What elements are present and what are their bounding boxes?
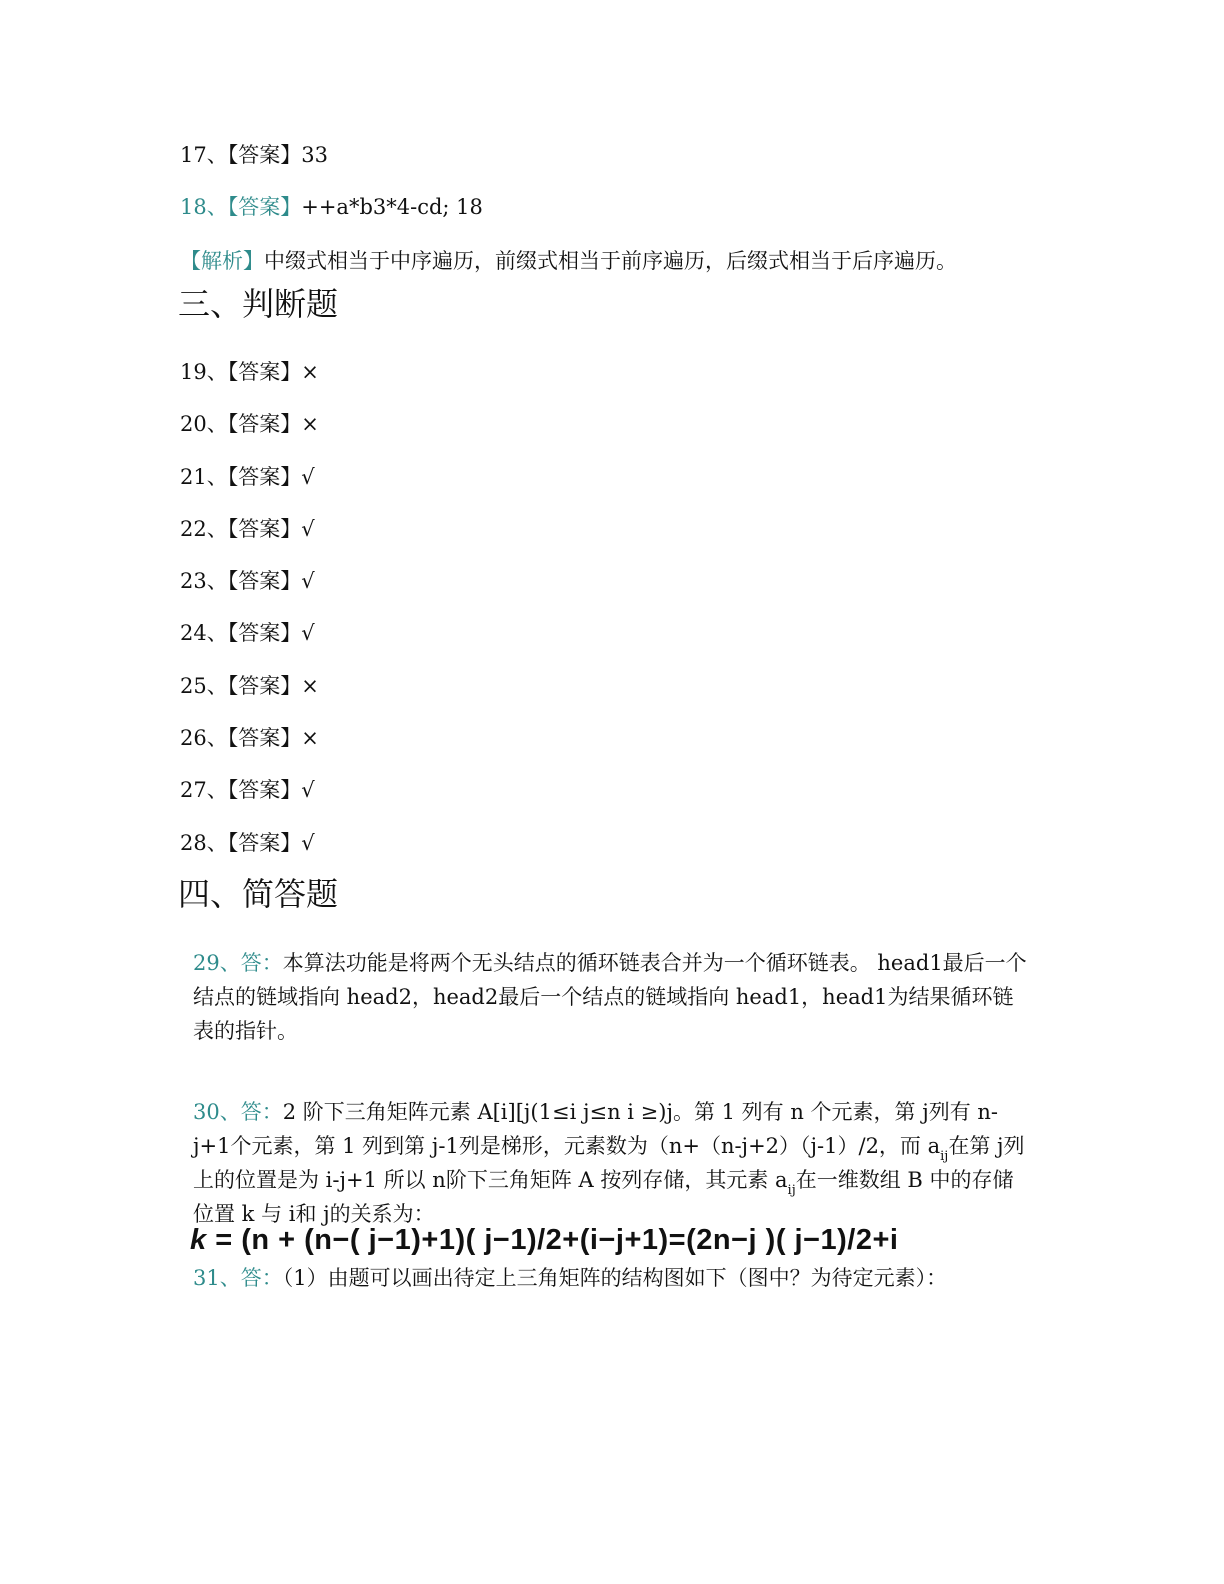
subscript-ij: ij bbox=[940, 1149, 949, 1164]
answer-tag: 【答案】 bbox=[227, 465, 302, 489]
answer-19 bbox=[180, 359, 319, 385]
answer-number: 30、答： bbox=[193, 1100, 283, 1124]
section-heading-judgement: 三、判断题 bbox=[178, 285, 339, 323]
answer-tag: 【答案】 bbox=[227, 517, 302, 541]
answer-number: 23、 bbox=[180, 569, 228, 593]
answer-number: 17、 bbox=[180, 143, 228, 167]
analysis-text: 中缀式相当于中序遍历，前缀式相当于前序遍历，后缀式相当于后序遍历。 bbox=[264, 249, 957, 273]
formula-k bbox=[190, 1222, 899, 1258]
answer-value: × bbox=[301, 412, 319, 436]
answer-20 bbox=[180, 411, 319, 437]
answer-tag: 【答案】 bbox=[227, 143, 302, 167]
answer-value: √ bbox=[301, 778, 315, 802]
answer-number: 21、 bbox=[180, 465, 228, 489]
answer-value: × bbox=[301, 360, 319, 384]
answer-tag: 【答案】 bbox=[227, 831, 302, 855]
subscript-ij: ij bbox=[787, 1183, 796, 1198]
answer-21 bbox=[180, 464, 315, 490]
answer-tag: 【答案】 bbox=[227, 360, 302, 384]
answer-30 bbox=[193, 1095, 1033, 1231]
answer-18 bbox=[180, 194, 483, 220]
answer-tag: 【答案】 bbox=[227, 195, 302, 219]
answer-value: √ bbox=[301, 465, 315, 489]
answer-tag: 【答案】 bbox=[227, 412, 302, 436]
formula-variable-k: k bbox=[190, 1224, 207, 1256]
answer-value: √ bbox=[301, 569, 315, 593]
answer-value: × bbox=[301, 674, 319, 698]
formula-body: = (n + (n−( j−1)+1)( j−1)/2+(i−j+1)=(2n−j )( j−1)/2+i bbox=[206, 1224, 899, 1256]
answer-27 bbox=[180, 777, 315, 803]
answer-22 bbox=[180, 516, 315, 542]
answer-29 bbox=[193, 946, 1033, 1048]
answer-23 bbox=[180, 568, 315, 594]
answer-number: 27、 bbox=[180, 778, 228, 802]
answer-number: 26、 bbox=[180, 726, 228, 750]
answer-number: 25、 bbox=[180, 674, 228, 698]
answer-value: √ bbox=[301, 517, 315, 541]
answer-25 bbox=[180, 673, 319, 699]
answer-tag: 【答案】 bbox=[227, 569, 302, 593]
answer-tag: 【答案】 bbox=[227, 674, 302, 698]
answer-value: ++a*b3*4-cd; 18 bbox=[301, 195, 483, 219]
answer-28 bbox=[180, 830, 315, 856]
answer-value: × bbox=[301, 726, 319, 750]
answer-value: √ bbox=[301, 621, 315, 645]
answer-text-part2: 在第 j列上的位置是为 i-j+1 所以 n阶下三角矩阵 A 按列存储，其元素 a bbox=[193, 1134, 1025, 1192]
answer-text: （1）由题可以画出待定上三角矩阵的结构图如下（图中？为待定元素）： bbox=[282, 1266, 948, 1290]
answer-number: 19、 bbox=[180, 360, 228, 384]
answer-tag: 【答案】 bbox=[227, 621, 302, 645]
answer-26 bbox=[180, 725, 319, 751]
answer-text-part3: 在一维数组 B 中的存储位置 k 与 i和 j的关系为： bbox=[193, 1168, 1014, 1226]
answer-value: √ bbox=[301, 831, 315, 855]
answer-24 bbox=[180, 620, 315, 646]
section-heading-short-answer: 四、简答题 bbox=[178, 875, 339, 913]
answer-text-part1: 2 阶下三角矩阵元素 A[i][j(1≤i j≤n i ≥)j。第 1 列有 n 个元素，第 j列有 n-j+1个元素，第 1 列到第 j-1列是梯形，元素数为（n+（n-j+2）（j-1）/2，而 a bbox=[193, 1100, 999, 1158]
answer-text: 本算法功能是将两个无头结点的循环链表合并为一个循环链表。 head1最后一个结点的链域指向 head2，head2最后一个结点的链域指向 head1，head1为结果循环链表的指针。 bbox=[193, 951, 1027, 1043]
answer-number: 22、 bbox=[180, 517, 228, 541]
answer-31 bbox=[193, 1261, 1033, 1295]
answer-value: 33 bbox=[301, 143, 328, 167]
answer-17 bbox=[180, 142, 328, 168]
analysis-tag: 【解析】 bbox=[180, 249, 264, 273]
analysis-18 bbox=[180, 248, 957, 274]
answer-number: 28、 bbox=[180, 831, 228, 855]
answer-number: 29、答： bbox=[193, 951, 283, 975]
answer-number: 20、 bbox=[180, 412, 228, 436]
answer-number: 31、答： bbox=[193, 1266, 283, 1290]
answer-tag: 【答案】 bbox=[227, 726, 302, 750]
answer-number: 18、 bbox=[180, 195, 228, 219]
answer-tag: 【答案】 bbox=[227, 778, 302, 802]
answer-number: 24、 bbox=[180, 621, 228, 645]
